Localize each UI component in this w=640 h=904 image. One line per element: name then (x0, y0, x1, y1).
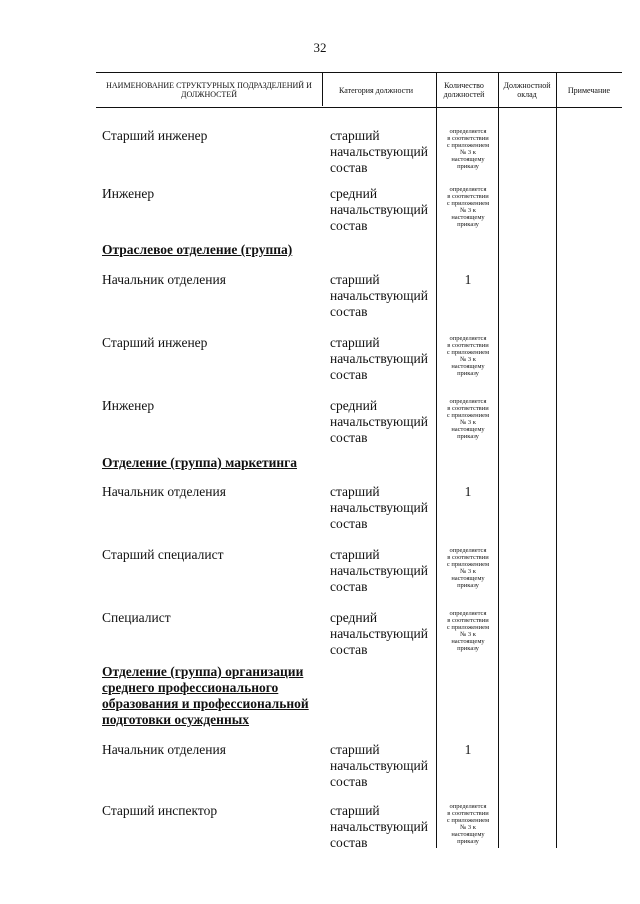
quantity-line: с приложением (446, 412, 490, 419)
quantity-line: № 3 к (460, 631, 476, 638)
position-quantity: 1 (464, 272, 472, 287)
position-category (330, 484, 435, 532)
position-name: Старший специалист (102, 547, 224, 562)
quantity-line: определяется (449, 186, 487, 193)
quantity-line: № 3 к (460, 207, 476, 214)
position-quantity: 1 (464, 484, 472, 499)
category-line: состав (330, 774, 368, 789)
quantity-line: приказу (457, 582, 479, 589)
quantity-line: № 3 к (460, 824, 476, 831)
quantity-line: определяется (449, 335, 487, 342)
position-category (330, 742, 435, 790)
quantity-line: с приложением (446, 624, 490, 631)
category-line: состав (330, 218, 368, 233)
quantity-line: с приложением (446, 349, 490, 356)
quantity-line: в соответствии (447, 405, 489, 412)
category-line: состав (330, 579, 368, 594)
table-header (96, 72, 622, 108)
quantity-line: определяется (449, 547, 487, 554)
category-line: начальствующий (330, 563, 428, 578)
quantity-line: определяется (449, 398, 487, 405)
quantity-line: определяется (449, 128, 487, 135)
header-salary-column: Должностной оклад (503, 81, 551, 99)
category-line: состав (330, 516, 368, 531)
category-line: начальствующий (330, 819, 428, 834)
position-name: Старший инспектор (102, 803, 218, 818)
position-quantity (437, 610, 499, 652)
quantity-line: в соответствии (447, 342, 489, 349)
quantity-line: № 3 к (460, 568, 476, 575)
position-category (330, 547, 435, 595)
position-quantity (437, 186, 499, 228)
position-name: Инженер (102, 398, 155, 413)
category-line: состав (330, 304, 368, 319)
quantity-line: настоящему (451, 214, 485, 221)
quantity-line: определяется (449, 610, 487, 617)
category-line: начальствующий (330, 288, 428, 303)
category-line: состав (330, 430, 368, 445)
position-category (330, 398, 435, 446)
quantity-line: в соответствии (447, 554, 489, 561)
position-name: Инженер (102, 186, 155, 201)
position-quantity (437, 128, 499, 170)
position-quantity (437, 398, 499, 440)
quantity-line: приказу (457, 370, 479, 377)
quantity-line: приказу (457, 163, 479, 170)
section-heading: Отраслевое отделение (группа) (102, 242, 293, 257)
category-line: средний (330, 610, 378, 625)
quantity-line: приказу (457, 221, 479, 228)
quantity-line: настоящему (451, 575, 485, 582)
quantity-line: настоящему (451, 831, 485, 838)
category-line: средний (330, 398, 378, 413)
quantity-line: приказу (457, 645, 479, 652)
position-quantity: 1 (464, 742, 472, 757)
header-note-column: Примечание (567, 85, 611, 95)
quantity-line: определяется (449, 803, 487, 810)
category-line: старший (330, 272, 380, 287)
category-line: начальствующий (330, 758, 428, 773)
position-name: Начальник отделения (102, 272, 226, 287)
category-line: старший (330, 547, 380, 562)
position-quantity (437, 335, 499, 377)
quantity-line: с приложением (446, 561, 490, 568)
category-line: средний (330, 186, 378, 201)
section-heading: Отделение (группа) организации среднего профессионального образования и профессиональной подготовки осужденных (102, 664, 309, 727)
position-name: Старший инженер (102, 128, 208, 143)
category-line: состав (330, 160, 368, 175)
category-line: старший (330, 128, 380, 143)
category-line: начальствующий (330, 500, 428, 515)
quantity-line: приказу (457, 433, 479, 440)
quantity-line: приказу (457, 838, 479, 845)
category-line: состав (330, 367, 368, 382)
position-name: Специалист (102, 610, 171, 625)
category-line: старший (330, 742, 380, 757)
header-category-column: Категория должности (339, 85, 413, 95)
quantity-line: в соответствии (447, 810, 489, 817)
category-line: состав (330, 642, 368, 657)
category-line: начальствующий (330, 144, 428, 159)
header-quantity-column: Количество должностей (443, 81, 485, 99)
category-line: состав (330, 835, 368, 850)
position-name: Старший инженер (102, 335, 208, 350)
section-heading: Отделение (группа) маркетинга (102, 455, 298, 470)
position-category (330, 335, 435, 383)
position-category (330, 128, 435, 176)
quantity-line: с приложением (446, 200, 490, 207)
category-line: начальствующий (330, 626, 428, 641)
quantity-line: № 3 к (460, 356, 476, 363)
position-name: Начальник отделения (102, 484, 226, 499)
category-line: начальствующий (330, 202, 428, 217)
quantity-line: настоящему (451, 156, 485, 163)
quantity-line: с приложением (446, 142, 490, 149)
position-category (330, 610, 435, 658)
position-name: Начальник отделения (102, 742, 226, 757)
quantity-line: настоящему (451, 638, 485, 645)
position-category (330, 803, 435, 851)
position-category (330, 186, 435, 234)
position-category (330, 272, 435, 320)
quantity-line: настоящему (451, 363, 485, 370)
column-divider (556, 72, 557, 848)
category-line: начальствующий (330, 351, 428, 366)
category-line: старший (330, 484, 380, 499)
position-quantity (437, 547, 499, 589)
page-number: 32 (313, 40, 327, 55)
category-line: старший (330, 335, 380, 350)
category-line: начальствующий (330, 414, 428, 429)
position-quantity (437, 803, 499, 845)
header-name-column: НАИМЕНОВАНИЕ СТРУКТУРНЫХ ПОДРАЗДЕЛЕНИЙ И ДОЛЖНОСТЕЙ (106, 81, 312, 99)
quantity-line: № 3 к (460, 149, 476, 156)
quantity-line: в соответствии (447, 135, 489, 142)
category-line: старший (330, 803, 380, 818)
column-divider (322, 72, 323, 106)
quantity-line: настоящему (451, 426, 485, 433)
quantity-line: с приложением (446, 817, 490, 824)
quantity-line: в соответствии (447, 193, 489, 200)
quantity-line: в соответствии (447, 617, 489, 624)
quantity-line: № 3 к (460, 419, 476, 426)
